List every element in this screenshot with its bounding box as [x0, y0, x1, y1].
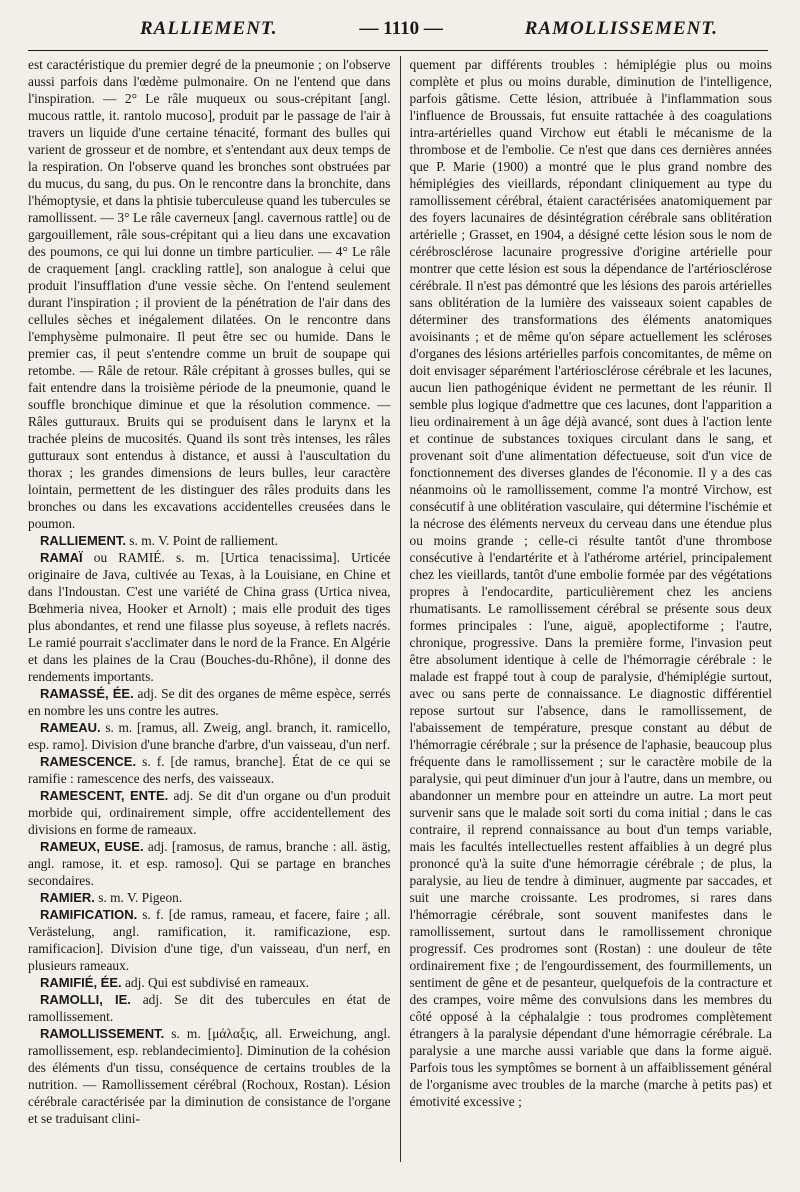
entry-text: adj. Se dit des organes de même espèce, serrés en nombre les uns contre les autres.: [28, 686, 391, 718]
entry-headword: RAMESCENT, ENTE.: [40, 788, 169, 803]
dictionary-entry: [28, 753, 391, 787]
entry-text: s. m. [μάλαξις, all. Erweichung, angl. ramollissement, esp. reblandecimiento]. Diminution de la cohésion des éléments d'un tissu, conséquence de certains troubles de la nutrition. — Ramollissement cérébral (Rochoux, Rostan). Lésion cérébrale caractérisée par la diminution de consistance de l'organe et se traduisant clini-: [28, 1026, 391, 1126]
entry-headword: RAMIER.: [40, 890, 95, 905]
entry-headword: RAMOLLI, IE.: [40, 992, 131, 1007]
dictionary-entry: [28, 719, 391, 753]
entry-text: adj. [ramosus, de ramus, branche : all. ästig, angl. ramose, it. et esp. ramoso]. Qui se partage en branches secondaires.: [28, 839, 391, 888]
header-right-headword: RAMOLLISSEMENT.: [524, 18, 718, 39]
entry-headword: RAMIFIÉ, ÉE.: [40, 975, 122, 990]
entry-text: adj. Qui est subdivisé en rameaux.: [121, 975, 310, 990]
dictionary-entry: [28, 991, 391, 1025]
entry-headword: RAMASSÉ, ÉE.: [40, 686, 134, 701]
header-left-headword: RALLIEMENT.: [140, 18, 278, 39]
running-header: [28, 18, 768, 48]
continued-paragraph: [28, 56, 391, 532]
dictionary-entry: [28, 1025, 391, 1127]
entry-text: adj. Se dit d'un organe ou d'un produit morbide qui, ordinairement simple, offre accidentellement des divisions en forme de rameaux.: [28, 788, 391, 837]
dictionary-entry: [28, 838, 391, 889]
entry-headword: RAMOLLISSEMENT.: [40, 1026, 165, 1041]
entry-text: est caractéristique du premier degré de la pneumonie ; on l'observe aussi parfois dans l'œdème pulmonaire. On ne l'entend que dans l'inspiration. — 2° Le râle muqueux ou sous-crépitant [angl. mucous rattle, it. rantolo mucoso], produit par le passage de l'air à travers un liquide d'une certaine ténacité, formant des bulles qui varient de grosseur et de nombre, et s'entendant aux deux temps de la respiration. On l'observe quand les bronches sont obstruées par du mucus, du sang, du pus. On le rencontre dans la bronchite, dans l'hémoptysie, et dans la phtisie tuberculeuse quand les tubercules se ramollissent. — 3° Le râle caverneux [angl. cavernous rattle] ou de gargouillement, râle sous-crépitant qui a lieu dans une excavation des poumons, ce qui lui donne un timbre particulier. — 4° Le râle de craquement [angl. crackling rattle], son analogue à celui que produit l'insufflation d'une vessie sèche. On l'entend seulement durant l'inspiration ; il provient de la pénétration de l'air dans des cellules sèches et inégalement dilatées. On le rencontre dans l'emphysème pulmonaire. Il peut être sec ou humide. Dans le premier cas, il peut s'entendre comme un bruit de soupape qui retombe. — Râle de retour. Râle crépitant à grosses bulles, qui se fait entendre dans la troisième période de la pneumonie, quand le souffle bronchique diminue et que la résolution commence. — Râles gutturaux. Bruits qui se produisent dans le larynx et la trachée pleins de mucosités. Quand ils sont très intenses, les râles gutturaux sont entendus à distance, et aussi à l'auscultation du thorax ; les grandes dimensions de leurs bulles, leur caractère lointain, permettent de les distinguer des râles produits dans les bronches ou dans les excavations accidentelles creusées dans le poumon.: [28, 57, 391, 531]
entry-headword: RAMIFICATION.: [40, 907, 138, 922]
entry-headword: RAMEUX, EUSE.: [40, 839, 144, 854]
entry-text: adj. Se dit des tubercules en état de ramollissement.: [28, 992, 391, 1024]
page-number: — 1110 —: [359, 18, 443, 39]
dictionary-entry: [28, 685, 391, 719]
dictionary-entry: [28, 532, 391, 549]
entry-text: s. f. [de ramus, rameau, et facere, faire ; all. Verästelung, angl. ramification, it. ramificazione, esp. ramificacion]. Division d'une tige, d'un vaisseau, d'un nerf, en plusieurs rameaux.: [28, 907, 391, 973]
dictionary-entry: [28, 549, 391, 685]
dictionary-entry: [28, 974, 391, 991]
dictionary-entry: [28, 889, 391, 906]
text-columns: [28, 56, 772, 1162]
right-column: [400, 56, 773, 1162]
dictionary-entry: [28, 906, 391, 974]
entry-text: s. m. V. Point de ralliement.: [125, 533, 278, 548]
entry-text: s. f. [de ramus, branche]. État de ce qui se ramifie : ramescence des nerfs, des vaisseaux.: [28, 754, 391, 786]
left-column: [28, 56, 400, 1162]
entry-text: s. m. V. Pigeon.: [94, 890, 183, 905]
entry-headword: RALLIEMENT.: [40, 533, 126, 548]
entry-headword: RAMEAU.: [40, 720, 101, 735]
header-rule: [28, 50, 768, 51]
dictionary-entry: [28, 787, 391, 838]
entry-headword: RAMESCENCE.: [40, 754, 137, 769]
entry-text: quement par différents troubles : hémiplégie plus ou moins complète et plus ou moins durable, diminution de l'intelligence, parfois gâtisme. Cette lésion, attribuée à l'inflammation sous l'influence de Broussais, fut ensuite rattachée à des coagulations intra-artérielles quand Virchow eut établi le mécanisme de la thrombose et de l'embolie. Ce n'est que dans ces dernières années que P. Marie (1900) a montré que le plus grand nombre des hémiplégies des vieillards, répondant cliniquement au type du ramollissement cérébral, étaient caractérisées anatomiquement par des foyers lacunaires de désintégration cérébrale sans oblitération artérielle ; Grasset, en 1904, a désigné cette lésion sous le nom de cérébrosclérose lacunaire progressive d'origine artérielle pour montrer que cette lésion est sous la dépendance de l'artériosclérose cérébrale. Il n'est pas démontré que les lésions des parois artérielles sans oblitération de la lumière des vaisseaux soient capables de déterminer des transformations des éléments anatomiques avoisinants ; et de même qu'on sépare actuellement les scléroses d'organes des lésions artérielles parfois concomitantes, de même on doit envisager séparément l'artériosclérose cérébrale et les lacunes, aucun lien pathogénique évident ne permettant de les réunir. Il semble plus logique d'admettre que ces lacunes, dont l'apparition a lieu ordinairement à un âge déjà avancé, sont dues à l'action lente et continue de substances toxiques circulant dans le sang, et provenant soit d'une alimentation défectueuse, soit d'un vice de fonctionnement des diverses glandes de l'économie. Il y a des cas néanmoins où le ramollissement, comme l'a montré Virchow, est consécutif à une oblitération vasculaire, qui détermine l'ischémie et la nécrose des éléments nerveux du cerveau dans une étendue plus ou moins grande ; celle-ci résulte tantôt d'une thrombose consécutive à l'endartérite et à l'athérome artériel, principalement chez les vieillards, tantôt d'une embolie formée par des végétations propres à l'endocardite, particulièrement chez les anciens rhumatisants. Le ramollissement cérébral se présente sous deux formes principales : l'une, aiguë, apoplectiforme ; l'autre, chronique, progressive. Dans la première forme, l'invasion peut être absolument identique à celle de l'hémorragie cérébrale : le malade est frappé tout à coup de paralysie, d'hémiplégie surtout, avec ou sans perte de connaissance. Le diagnostic différentiel repose surtout sur l'absence, dans le ramollissement, de l'abaissement de température, presque constant au début de l'hémorragie cérébrale ; sur la présence de l'aphasie, beaucoup plus fréquente dans le ramollissement ; sur le caractère mobile de la paralysie, qui peut diminuer d'un jour à l'autre, dans un membre, ou abandonner un membre pour en atteindre un autre. La mort peut survenir sans que le malade soit sorti du coma initial ; dans le cas contraire, il reprend connaissance au bout d'un temps variable, mais les facultés intellectuelles restent affaiblies à un degré plus prononcé qu'à la suite d'une hémorragie cérébrale ; de plus, la paralysie, au lieu de tendre à diminuer, augmente par saccades, et suit une marche croissante. Les prodromes, si rares dans l'hémorragie cérébrale, sont souvent manifestes dans le ramollissement, surtout dans le ramollissement chronique progressif. Ces prodromes sont (Rostan) : une douleur de tête ordinairement fixe ; de l'engourdissement, des fourmillements, un sentiment de gêne et de pesanteur, quelquefois de la contracture et des crampes, voire même des convulsions dans les membres du côté opposé à la céphalalgie : tous prodromes complètement étrangers à la paralysie dépendant d'une hémorragie cérébrale. La paralysie a une marche aussi variable que dans la forme aiguë. Parfois tous les symptômes se bornent à un affaiblissement général de l'organisme avec troubles de la marche (marche à petits pas) et émotivité excessive ;: [409, 57, 772, 1109]
continued-paragraph: [410, 56, 773, 1110]
entry-text: ou RAMIÉ. s. m. [Urtica tenacissima]. Urticée originaire de Java, cultivée au Texas, à la Louisiane, en Chine et dans l'Indoustan. C'est une variété de China grass (Urtica nivea, Bœhmeria nivea, Hooker et Arnolt) ; mais elle produit des tiges plus abondantes, et rend une filasse plus soyeuse, à reflets nacrés. Le ramié pourrait s'acclimater dans le nord de la France. En Algérie et dans les plaines de la Crau (Bouches-du-Rhône), il donne des rendements importants.: [28, 550, 391, 684]
entry-headword: RAMAÏ: [40, 550, 83, 565]
entry-text: s. m. [ramus, all. Zweig, angl. branch, it. ramicello, esp. ramo]. Division d'une branche d'arbre, d'un vaisseau, d'un nerf.: [28, 720, 391, 752]
